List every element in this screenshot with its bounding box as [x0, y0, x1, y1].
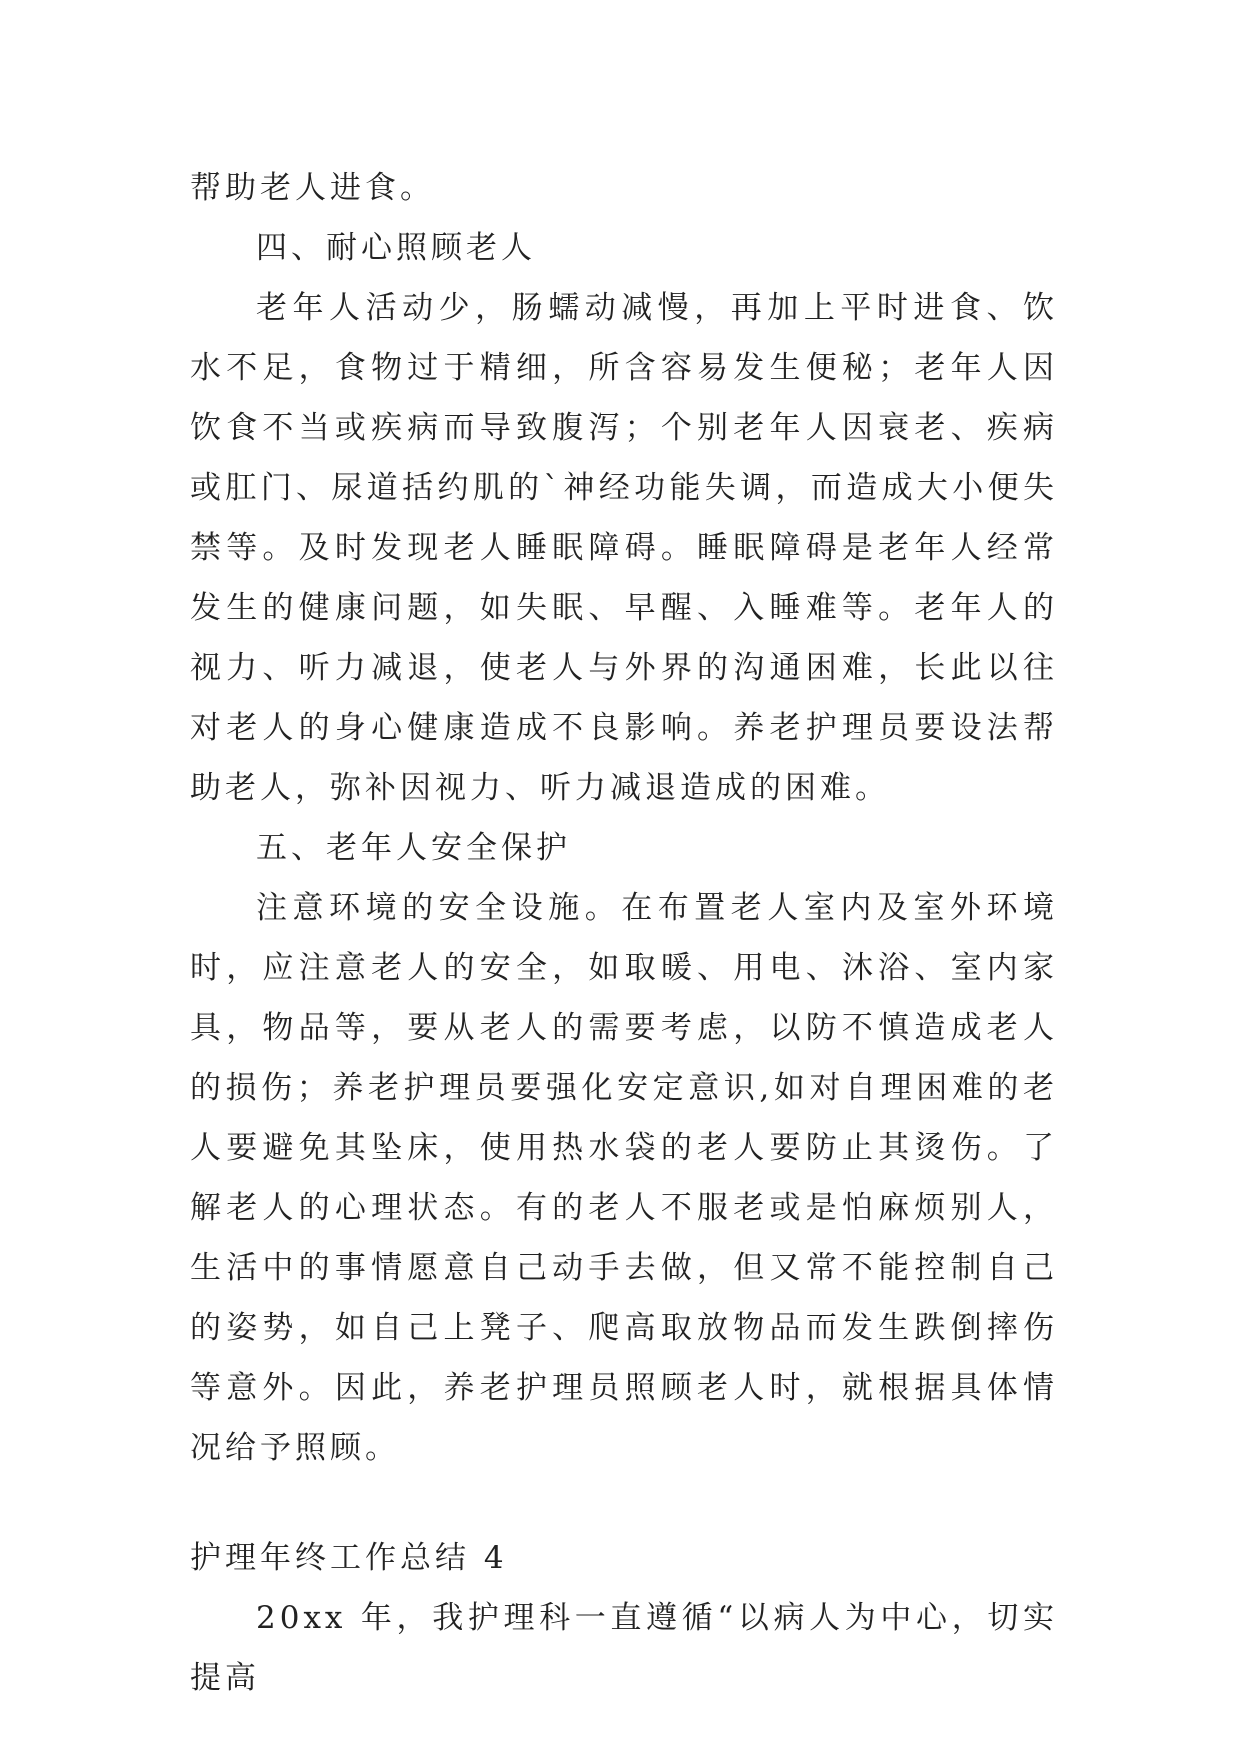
document-body: [190, 158, 1058, 1708]
paragraph-continuation: 帮助老人进食。: [190, 170, 435, 206]
section-heading-four: 四、耐心照顾老人: [256, 230, 536, 266]
paragraph-summary-intro: 20xx 年，我护理科一直遵循“以病人为中心，切实提高: [190, 1600, 1058, 1696]
section-heading-five: 五、老年人安全保护: [256, 830, 571, 866]
paragraph-safety-protection: 注意环境的安全设施。在布置老人室内及室外环境时，应注意老人的安全，如取暖、用电、沐浴、室内家具，物品等，要从老人的需要考虑，以防不慎造成老人的损伤；养老护理员要强化安定意识,如对自理困难的老人要避免其坠床，使用热水袋的老人要防止其烫伤。了解老人的心理状态。有的老人不服老或是怕麻烦别人，生活中的事情愿意自己动手去做，但又常不能控制自己的姿势，如自己上凳子、爬高取放物品而发生跌倒摔伤等意外。因此，养老护理员照顾老人时，就根据具体情况给予照顾。: [190, 890, 1058, 1466]
paragraph-care-patience: 老年人活动少，肠蠕动减慢，再加上平时进食、饮水不足，食物过于精细，所含容易发生便秘；老年人因饮食不当或疾病而导致腹泻；个别老年人因衰老、疾病或肛门、尿道括约肌的`神经功能失调，而造成大小便失禁等。及时发现老人睡眠障碍。睡眠障碍是老年人经常发生的健康问题，如失眠、早醒、入睡难等。老年人的视力、听力减退，使老人与外界的沟通困难，长此以往对老人的身心健康造成不良影响。养老护理员要设法帮助老人，弥补因视力、听力减退造成的困难。: [190, 290, 1058, 806]
document-section-title: 护理年终工作总结 4: [190, 1540, 508, 1576]
